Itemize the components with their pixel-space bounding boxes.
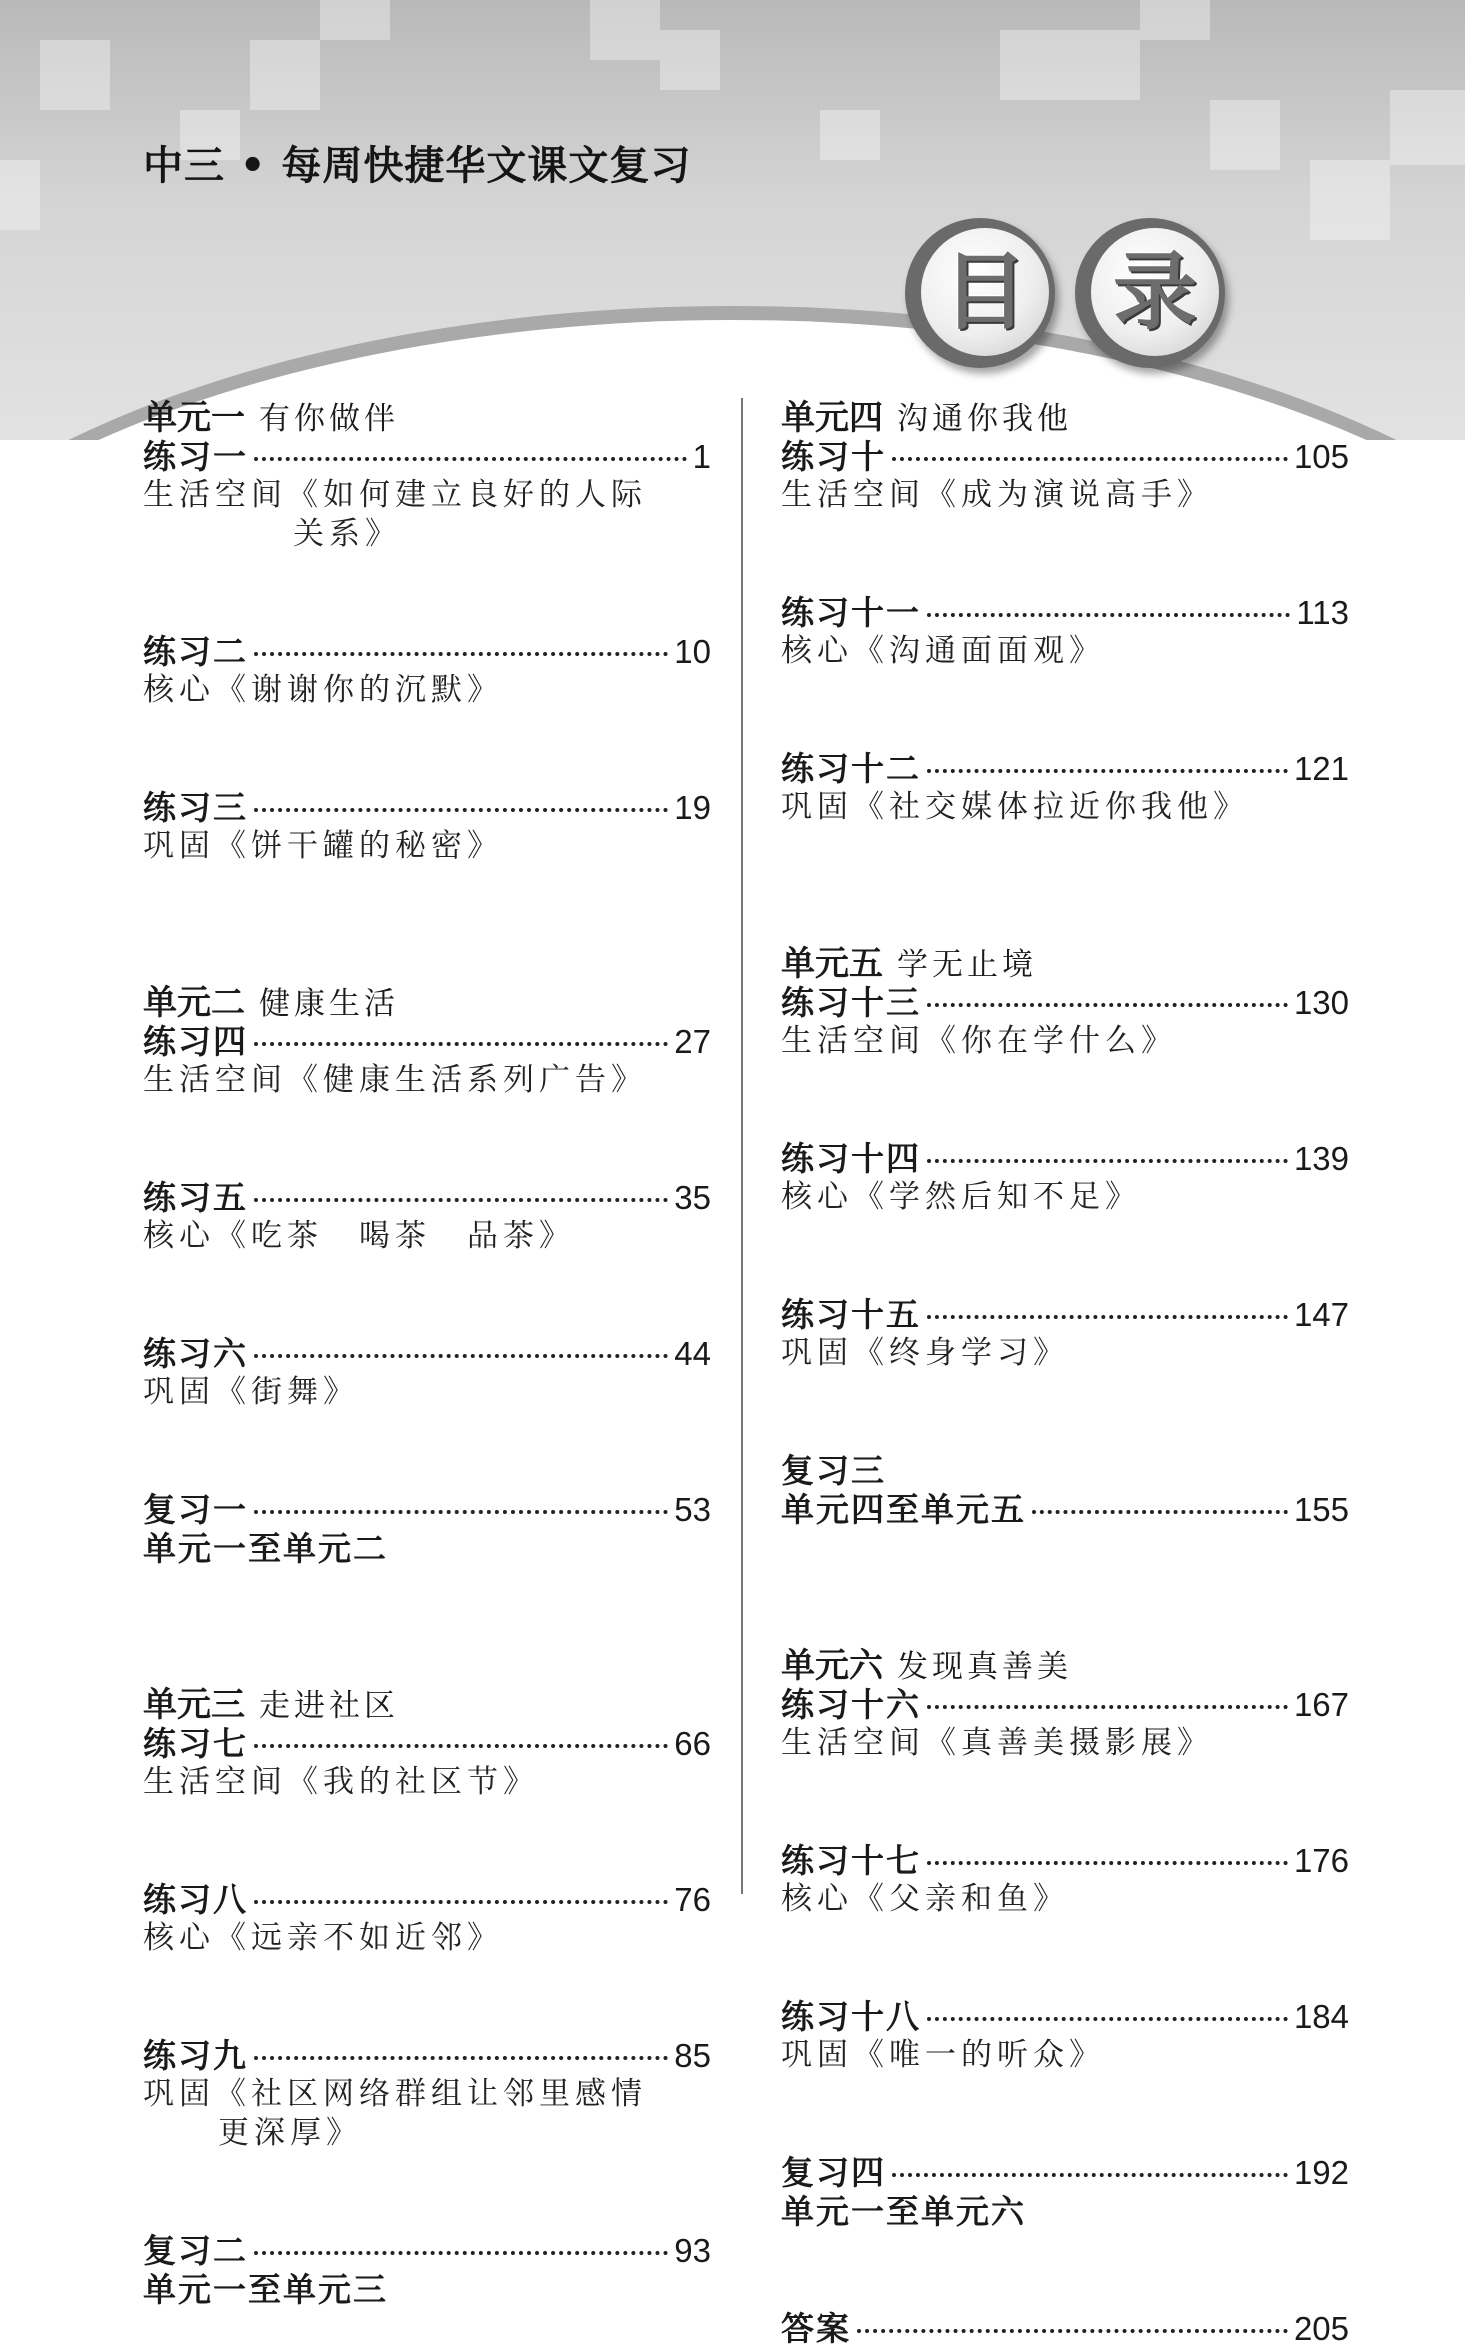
unit-heading: 单元四 沟通你我他	[781, 398, 1072, 438]
toc-entry[interactable]: 练习十二 121	[781, 749, 1349, 788]
entry-subtitle: 核心《吃茶 喝茶 品茶》	[143, 1218, 575, 1254]
toc-heading-badge	[905, 218, 1245, 368]
page-number: 176	[1293, 1842, 1349, 1879]
page-number: 184	[1293, 1998, 1349, 2035]
unit-heading: 单元五 学无止境	[781, 944, 1037, 984]
entry-subtitle: 巩固《唯一的听众》	[781, 2037, 1105, 2073]
toc-entry[interactable]: 练习四 27	[143, 1022, 711, 1061]
page-number: 205	[1293, 2310, 1349, 2347]
page-number: 130	[1293, 984, 1349, 1021]
entry-subtitle: 巩固《社区网络群组让邻里感情	[143, 2076, 647, 2112]
unit-heading: 单元三 走进社区	[143, 1685, 399, 1725]
entry-subtitle: 核心《父亲和鱼》	[781, 1881, 1069, 1917]
entry-subtitle: 核心《谢谢你的沉默》	[143, 672, 503, 708]
toc-entry[interactable]: 练习六 44	[143, 1334, 711, 1373]
page-number: 19	[674, 789, 711, 826]
toc-char-2: 录	[1112, 243, 1197, 341]
entry-subtitle: 单元一至单元二	[143, 1529, 388, 1568]
page-number: 139	[1293, 1140, 1349, 1177]
page-number: 27	[674, 1023, 711, 1060]
toc-entry[interactable]: 练习九 85	[143, 2036, 711, 2075]
entry-subtitle: 巩固《饼干罐的秘密》	[143, 828, 503, 864]
entry-subtitle: 生活空间《我的社区节》	[143, 1764, 539, 1800]
page-number: 35	[674, 1179, 711, 1216]
page-number: 85	[674, 2037, 711, 2074]
page-number: 192	[1293, 2154, 1349, 2191]
entry-subtitle: 单元一至单元三	[143, 2270, 388, 2309]
page-number: 66	[674, 1725, 711, 1762]
entry-subtitle: 核心《沟通面面观》	[781, 633, 1105, 669]
entry-subtitle: 生活空间《健康生活系列广告》	[143, 1062, 647, 1098]
entry-subtitle: 核心《学然后知不足》	[781, 1179, 1141, 1215]
toc-entry[interactable]: 单元四至单元五 155	[781, 1490, 1349, 1529]
entry-subtitle: 巩固《社交媒体拉近你我他》	[781, 789, 1249, 825]
toc-char-1: 目	[942, 243, 1027, 341]
toc-entry[interactable]: 练习十五 147	[781, 1295, 1349, 1334]
entry-subtitle: 巩固《终身学习》	[781, 1335, 1069, 1371]
toc-entry[interactable]: 练习十 105	[781, 437, 1349, 476]
column-divider	[741, 398, 743, 1894]
page-number: 113	[1296, 594, 1349, 631]
toc-entry[interactable]: 练习三 19	[143, 788, 711, 827]
header-background	[0, 0, 1465, 440]
entry-subtitle: 生活空间《成为演说高手》	[781, 477, 1213, 513]
page-number: 121	[1293, 750, 1349, 787]
entry-subtitle: 更深厚》	[218, 2115, 362, 2151]
entry-subtitle: 单元一至单元六	[781, 2192, 1026, 2231]
unit-heading: 单元二 健康生活	[143, 983, 399, 1023]
toc-entry[interactable]: 练习十七 176	[781, 1841, 1349, 1880]
page-number: 10	[674, 633, 711, 670]
review-label: 复习三	[781, 1451, 886, 1490]
unit-heading: 单元一 有你做伴	[143, 398, 399, 438]
toc-entry[interactable]: 练习十六 167	[781, 1685, 1349, 1724]
page-number: 53	[674, 1491, 711, 1528]
toc-entry[interactable]: 练习十一 113	[781, 593, 1349, 632]
entry-subtitle: 核心《远亲不如近邻》	[143, 1920, 503, 1956]
toc-right-column	[781, 398, 1349, 2348]
page-number: 147	[1293, 1296, 1349, 1333]
entry-subtitle: 关系》	[293, 516, 401, 552]
toc-entry-answers[interactable]: 答案 205	[781, 2309, 1349, 2348]
toc-entry[interactable]: 练习一 1	[143, 437, 711, 476]
page-number: 93	[674, 2232, 711, 2269]
unit-heading: 单元六 发现真善美	[781, 1646, 1072, 1686]
page-number: 44	[674, 1335, 711, 1372]
entry-subtitle: 巩固《街舞》	[143, 1374, 359, 1410]
page-number: 155	[1293, 1491, 1349, 1528]
toc-entry[interactable]: 练习二 10	[143, 632, 711, 671]
toc-entry[interactable]: 练习七 66	[143, 1724, 711, 1763]
toc-entry[interactable]: 复习二 93	[143, 2231, 711, 2270]
page-number: 167	[1293, 1686, 1349, 1723]
toc-entry[interactable]: 练习八 76	[143, 1880, 711, 1919]
page-number: 105	[1293, 438, 1349, 475]
entry-subtitle: 生活空间《你在学什么》	[781, 1023, 1177, 1059]
toc-entry[interactable]: 复习一 53	[143, 1490, 711, 1529]
toc-entry[interactable]: 练习十三 130	[781, 983, 1349, 1022]
entry-subtitle: 生活空间《真善美摄影展》	[781, 1725, 1213, 1761]
entry-subtitle: 生活空间《如何建立良好的人际	[143, 477, 647, 513]
book-title: 中三 • 每周快捷华文课文复习	[143, 143, 692, 189]
page-number: 76	[674, 1881, 711, 1918]
toc-entry[interactable]: 复习四 192	[781, 2153, 1349, 2192]
page-number: 1	[692, 438, 711, 475]
toc-entry[interactable]: 练习十四 139	[781, 1139, 1349, 1178]
toc-char-circle-1	[905, 218, 1055, 368]
toc-left-column	[143, 398, 711, 2309]
toc-char-circle-2	[1075, 218, 1225, 368]
toc-entry[interactable]: 练习十八 184	[781, 1997, 1349, 2036]
toc-entry[interactable]: 练习五 35	[143, 1178, 711, 1217]
